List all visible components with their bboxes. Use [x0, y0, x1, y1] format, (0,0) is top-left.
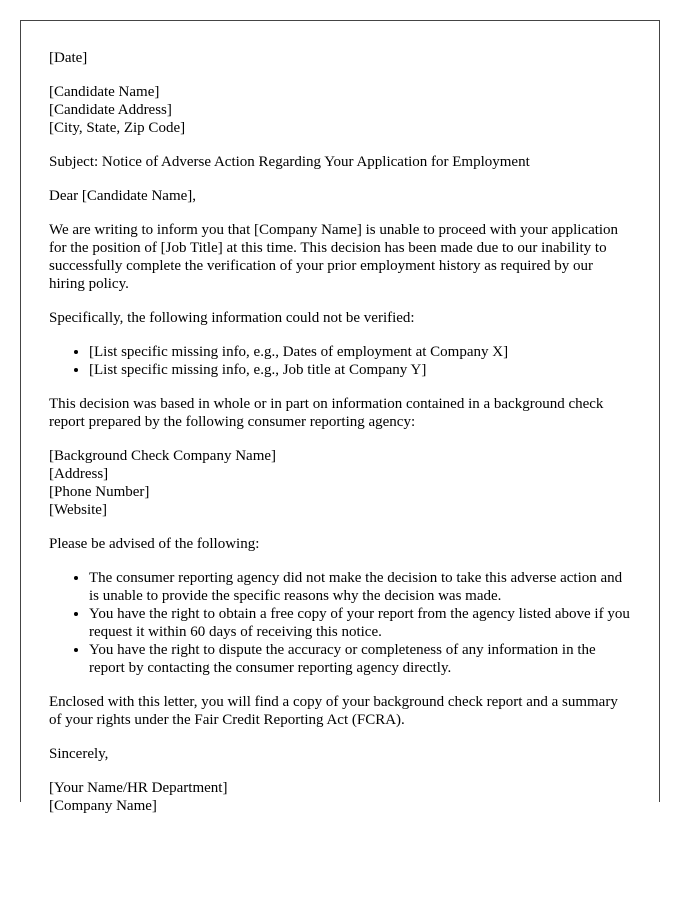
decision-basis-paragraph: This decision was based in whole or in part on information contained in a background check report prepared by the following consumer reporting agency:	[49, 396, 604, 430]
agency-website: [Website]	[49, 502, 107, 518]
list-item: • You have the right to dispute the accuracy or completeness of any information in the report by contacting the consumer reporting agency directly.	[89, 641, 631, 677]
signature-block	[49, 779, 631, 815]
letter-page	[20, 20, 660, 814]
letter-salutation: Dear [Candidate Name],	[49, 188, 197, 204]
recipient-address: [Candidate Address]	[49, 102, 172, 118]
missing-info-list	[49, 343, 631, 379]
letter-subject: Subject: Notice of Adverse Action Regarding Your Application for Employment	[49, 154, 530, 170]
recipient-city-state-zip: [City, State, Zip Code]	[49, 120, 186, 136]
intro-paragraph: We are writing to inform you that [Company Name] is unable to proceed with your application for the position of [Job Title] at this time. This decision has been made due to our inability to successfully complete the verification of your prior employment history as required by our hiring policy.	[49, 222, 619, 292]
rights-list	[49, 569, 631, 677]
recipient-name: [Candidate Name]	[49, 84, 160, 100]
agency-name: [Background Check Company Name]	[49, 448, 277, 464]
specifically-paragraph: Specifically, the following information could not be verified:	[49, 310, 415, 326]
signature-company: [Company Name]	[49, 798, 157, 814]
list-item: • [List specific missing info, e.g., Job title at Company Y]	[89, 361, 631, 379]
letter-date: [Date]	[49, 50, 88, 66]
list-item: • The consumer reporting agency did not make the decision to take this adverse action and is unable to provide the specific reasons why the decision was made.	[89, 569, 631, 605]
agency-phone: [Phone Number]	[49, 484, 150, 500]
recipient-address-block	[49, 83, 631, 137]
agency-address: [Address]	[49, 466, 109, 482]
list-item: • You have the right to obtain a free copy of your report from the agency listed above if you request it within 60 days of receiving this notice.	[89, 605, 631, 641]
advised-paragraph: Please be advised of the following:	[49, 536, 260, 552]
agency-contact-block	[49, 447, 631, 519]
enclosed-paragraph: Enclosed with this letter, you will find a copy of your background check report and a summary of your rights under the Fair Credit Reporting Act (FCRA).	[49, 694, 618, 728]
letter-closing: Sincerely,	[49, 746, 109, 762]
signature-name: [Your Name/HR Department]	[49, 780, 228, 796]
list-item: • [List specific missing info, e.g., Dates of employment at Company X]	[89, 343, 631, 361]
